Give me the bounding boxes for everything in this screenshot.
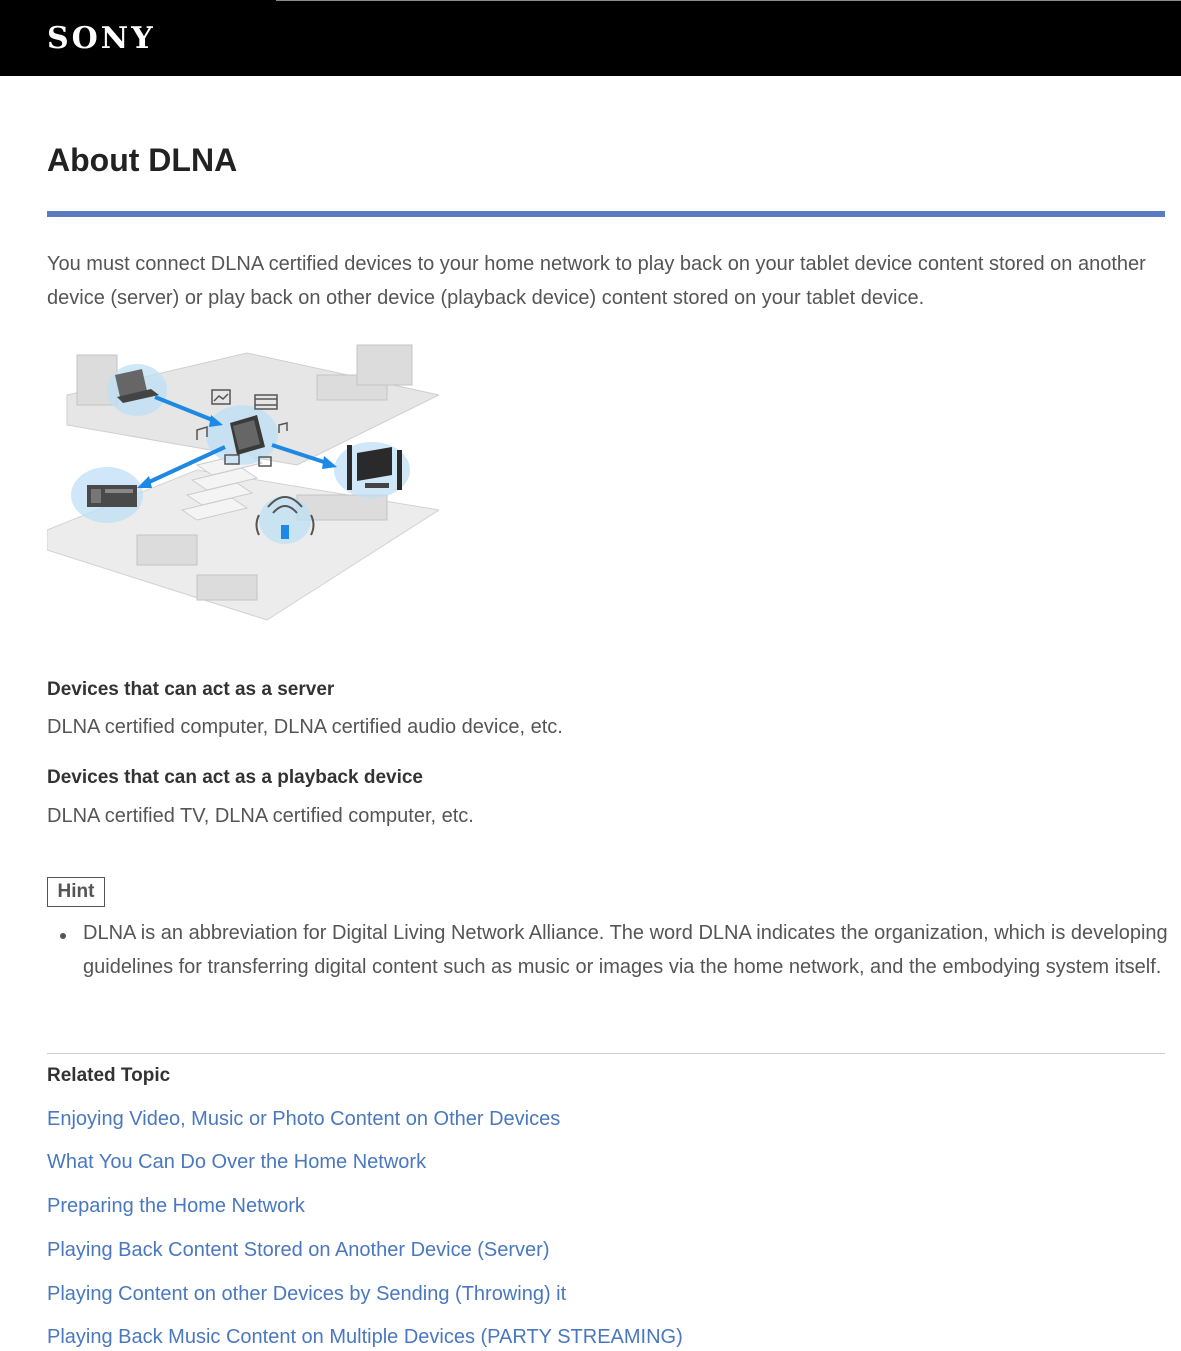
related-link-throwing[interactable]: Playing Content on other Devices by Sending (Throwing) it xyxy=(47,1283,567,1305)
top-bar xyxy=(0,0,1181,76)
audio-device-icon xyxy=(87,485,137,507)
hint-text: DLNA is an abbreviation for Digital Living Network Alliance. The word DLNA indicates the organization, which is developing guidelines for transferring digital content such as music or images via the home network, and the embodying system itself. xyxy=(83,922,1168,978)
related-link-server-playback[interactable]: Playing Back Content Stored on Another Device (Server) xyxy=(47,1239,550,1261)
intro-paragraph: You must connect DLNA certified devices to your home network to play back on your tablet device content stored on another device (server) or play back on other device (playback device) content stored on your tablet device. xyxy=(47,253,1146,309)
related-link-preparing-network[interactable]: Preparing the Home Network xyxy=(47,1195,305,1217)
top-bar-edge xyxy=(276,0,1181,1)
related-link-party-streaming[interactable]: Playing Back Music Content on Multiple Devices (PARTY STREAMING) xyxy=(47,1326,683,1348)
playback-devices-description: DLNA certified TV, DLNA certified computer, etc. xyxy=(47,805,474,827)
home-network-illustration xyxy=(47,335,439,625)
related-link-home-network[interactable]: What You Can Do Over the Home Network xyxy=(47,1151,427,1173)
server-devices-term: Devices that can act as a server xyxy=(47,679,335,700)
playback-devices-term: Devices that can act as a playback device xyxy=(47,767,423,788)
hint-bullet xyxy=(60,933,66,939)
title-underline xyxy=(47,211,1165,217)
hint-badge: Hint xyxy=(47,877,105,907)
server-devices-description: DLNA certified computer, DLNA certified audio device, etc. xyxy=(47,716,563,738)
related-divider xyxy=(47,1053,1165,1054)
page-title: About DLNA xyxy=(47,142,238,178)
sony-logo[interactable]: SONY xyxy=(47,21,156,56)
related-topic-heading: Related Topic xyxy=(47,1065,171,1086)
related-link-enjoying-content[interactable]: Enjoying Video, Music or Photo Content on Other Devices xyxy=(47,1108,561,1130)
